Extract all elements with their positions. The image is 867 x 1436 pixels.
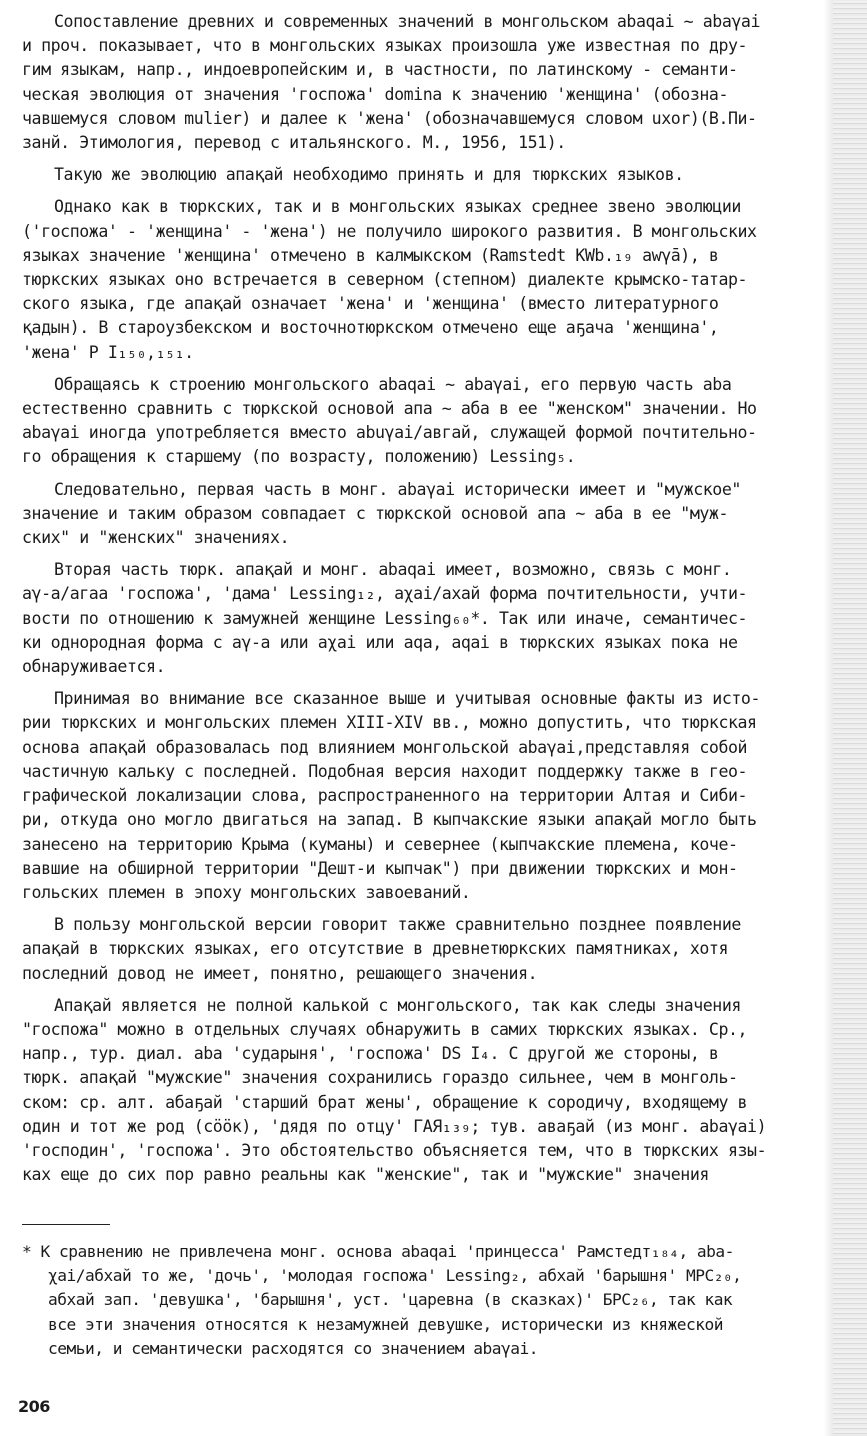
text-line: вости по отношению к замужней женщине Lessing₆₀*. Так или иначе, семантичес- [22, 608, 748, 628]
paragraph-3 [22, 195, 837, 364]
text-line: тюркских языках оно встречается в северном (степном) диалекте крымско-татар- [22, 270, 748, 290]
text-line: чавшемуся словом mulier) и далее к 'жена' (обозначавшемуся словом uxor)(В.Пи- [22, 108, 757, 128]
footnote-line: все эти значения относятся к незамужней девушке, исторически из княжеской [48, 1314, 723, 1334]
text-line: напр., тур. диал. aba 'сударыня', 'госпожа' DS I₄. С другой же стороны, в [22, 1044, 719, 1064]
text-line: Вторая часть тюрк. апақай и монг. abaqai имеет, возможно, связь с монг. [54, 560, 732, 580]
text-line: рии тюркских и монгольских племен XIII-XIV вв., можно допустить, что тюркская [22, 713, 757, 733]
text-line: Такую же эволюцию апақай необходимо принять и для тюркских языков. [54, 165, 684, 185]
footnote-line: абхай зап. 'девушка', 'барышня', уст. 'царевна (в сказках)' БРС₂₆, так как [48, 1290, 733, 1310]
text-line: ках еще до сих пор равно реальны как "женские", так и "мужские" значения [22, 1165, 709, 1185]
text-line: 'жена' Р I₁₅₀,₁₅₁. [22, 342, 194, 362]
paragraph-8 [22, 913, 837, 986]
text-line: ри, откуда оно могло двигаться на запад. В кыпчакские языки апақай могло быть [22, 810, 757, 830]
text-line: го обращения к старшему (по возрасту, положению) Lessing₅. [22, 447, 576, 467]
text-line: ских" и "женских" значениях. [22, 528, 290, 548]
text-line: естественно сравнить с тюркской основой апа ~ аба в ее "женском" значении. Но [22, 399, 757, 419]
paragraph-4 [22, 373, 837, 470]
text-line: Принимая во внимание все сказанное выше и учитывая основные факты из исто- [54, 689, 760, 709]
paragraph-9 [22, 994, 837, 1188]
text-line: ского языка, где апақай означает 'жена' и 'женщина' (вместо литературного [22, 294, 719, 314]
footnote [22, 1240, 842, 1361]
text-line: "госпожа" можно в отдельных случаях обнаружить в самих тюркских языках. Ср., [22, 1019, 748, 1039]
page-edge-shadow [833, 0, 867, 1436]
paragraph-6 [22, 558, 837, 679]
footnote-separator [22, 1224, 110, 1225]
paragraph-1 [22, 10, 837, 155]
text-line: апақай в тюркских языках, его отсутствие в древнетюркских памятниках, хотя [22, 939, 728, 959]
text-line: основа апақай образовалась под влиянием монгольской abaγai,представляя собой [22, 737, 748, 757]
footnote-line: семьи, и семантически расходятся со значением abaγai. [48, 1338, 539, 1358]
text-line: aγ-a/агаа 'госпожа', 'дама' Lessing₁₂, aχai/ахай форма почтительности, учти- [22, 584, 748, 604]
text-line: гольских племен в эпоху монгольских завоеваний. [22, 882, 471, 902]
text-line: 'господин', 'госпожа'. Это обстоятельство объясняется тем, что в тюркских язы- [22, 1140, 767, 1160]
text-line: Апақай является не полной калькой с монгольского, так как следы значения [54, 995, 741, 1015]
page-number: 206 [18, 1397, 50, 1416]
text-line: значение и таким образом совпадает с тюркской основой апа ~ аба в ее "муж- [22, 503, 728, 523]
text-line: В пользу монгольской версии говорит также сравнительно позднее появление [54, 915, 741, 935]
text-line: занесено на территорию Крыма (куманы) и севернее (кыпчакские племена, коче- [22, 834, 738, 854]
text-line: и проч. показывает, что в монгольских языках произошла уже известная по дру- [22, 36, 748, 56]
text-line: Однако как в тюркских, так и в монгольских языках среднее звено эволюции [54, 197, 741, 217]
text-line: гим языкам, напр., индоевропейским и, в частности, по латинскому - семанти- [22, 60, 738, 80]
paragraph-7 [22, 687, 837, 905]
text-line: Обращаясь к строению монгольского abaqai ~ abaγai, его первую часть aba [54, 374, 732, 394]
text-line: abaγai иногда употребляется вместо abuγai/авгай, служащей формой почтительно- [22, 423, 757, 443]
text-line: графической локализации слова, распространенного на территории Алтая и Сиби- [22, 786, 748, 806]
text-line: Сопоставление древних и современных значений в монгольском abaqai ~ abaγai [54, 12, 760, 31]
text-line: языках значение 'женщина' отмечено в калмыкском (Ramstedt KWb.₁₉ awγā), в [22, 245, 719, 265]
text-line: один и тот же род (сӧӧк), 'дядя по отцу' ГАЯ₁₃₉; тув. аваҕай (из монг. abaγai) [22, 1116, 767, 1136]
text-line: ском: ср. алт. абаҕай 'старший брат жены', обращение к сородичу, входящему в [22, 1092, 748, 1112]
paragraph-2 [22, 163, 837, 187]
main-text [22, 10, 837, 1195]
text-line: қадын). В староузбекском и восточнотюркском отмечено еще аҕача 'женщина', [22, 318, 719, 338]
paragraph-5 [22, 478, 837, 551]
text-line: последний довод не имеет, понятно, решающего значения. [22, 963, 538, 983]
text-line: обнаруживается. [22, 657, 166, 677]
text-line: ('госпожа' - 'женщина' - 'жена') не получило широкого развития. В монгольских [22, 221, 757, 241]
text-line: тюрк. апақай "мужские" значения сохранились гораздо сильнее, чем в монголь- [22, 1068, 738, 1088]
text-line: частичную кальку с последней. Подобная версия находит поддержку также в гео- [22, 761, 748, 781]
text-line: ки однородная форма с aγ-a или aχai или aqa, aqai в тюркских языках пока не [22, 632, 738, 652]
text-line: вавшие на обширной территории "Дешт-и кыпчак") при движении тюркских и мон- [22, 858, 738, 878]
footnote-line: χai/абхай то же, 'дочь', 'молодая госпожа' Lessing₂, абхай 'барышня' МРС₂₀, [48, 1266, 742, 1286]
text-line: Следовательно, первая часть в монг. abaγai исторически имеет и "мужское" [54, 479, 741, 499]
text-line: занй. Этимология, перевод с итальянского. М., 1956, 151). [22, 133, 566, 153]
footnote-line: * К сравнению не привлечена монг. основа abaqai 'принцесса' Рамстедт₁₈₄, aba- [22, 1242, 734, 1261]
text-line: ческая эволюция от значения 'госпожа' domina к значению 'женщина' (обозна- [22, 84, 728, 104]
